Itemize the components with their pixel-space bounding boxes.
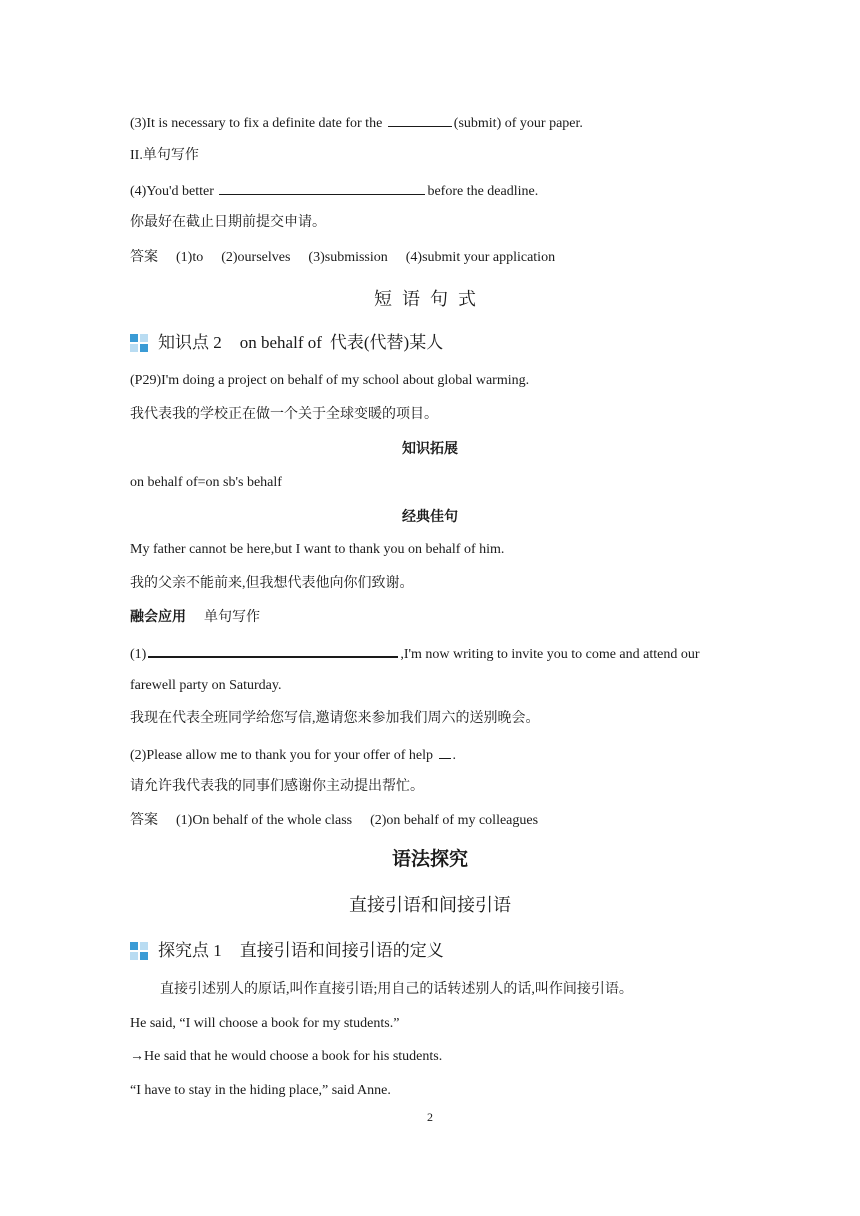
- apply-line: [130, 607, 260, 628]
- knowledge-point-heading: [130, 332, 443, 354]
- answer-blank: [439, 744, 451, 759]
- kp-phrase: on behalf of: [239, 333, 322, 352]
- q3-text-after: (submit) of your paper.: [453, 116, 583, 131]
- q1-text-after: ,I'm now writing to invite you to come and attend our: [400, 647, 700, 662]
- q2-text-after: .: [452, 748, 456, 763]
- kp-label: 知识点 2: [158, 333, 222, 352]
- answer-item: (4)submit your application: [405, 250, 556, 265]
- q4-text: (4)You'd better: [130, 184, 218, 199]
- q4-translation: 你最好在截止日期前提交申请。: [130, 215, 326, 230]
- answer-item: (3)submission: [308, 250, 388, 265]
- extension-text: on behalf of=on sb's behalf: [130, 475, 282, 490]
- classic-cn: 我的父亲不能前来,但我想代表他向你们致谢。: [130, 576, 414, 591]
- q1-continuation: farewell party on Saturday.: [130, 678, 282, 693]
- kp2-question-2: [130, 744, 456, 766]
- answer-item: (1)On behalf of the whole class: [176, 813, 353, 828]
- extension-title: 知识拓展: [402, 441, 458, 457]
- answer-blank: [388, 112, 452, 127]
- question-3: [130, 112, 583, 134]
- section-title: 短语句式: [374, 289, 486, 309]
- definition-text: 直接引述别人的原话,叫作直接引语;用自己的话转述别人的话,叫作间接引语。: [160, 982, 633, 997]
- apply-label: 融会应用: [130, 609, 186, 625]
- example-2: →He said that he would choose a book for his students.: [130, 1049, 443, 1064]
- q1-text: (1): [130, 647, 147, 662]
- example-3: “I have to stay in the hiding place,” said Anne.: [130, 1083, 391, 1098]
- explore-point-icon: [130, 942, 148, 960]
- classic-title: 经典佳句: [402, 509, 458, 525]
- answer-item: (1)to: [176, 250, 204, 265]
- answer-blank: [219, 180, 425, 195]
- ep-label: 探究点 1: [158, 941, 222, 960]
- ep-title: 直接引语和间接引语的定义: [239, 941, 444, 960]
- answer-item: (2)on behalf of my colleagues: [370, 813, 539, 828]
- q2-translation: 请允许我代表我的同事们感谢你主动提出帮忙。: [130, 779, 424, 794]
- answer-item: (2)ourselves: [221, 250, 291, 265]
- answer-line: [130, 248, 555, 268]
- answer-line: [130, 811, 538, 831]
- q3-text: (3)It is necessary to fix a definite date for the: [130, 116, 386, 131]
- knowledge-point-icon: [130, 334, 148, 352]
- example-en: (P29)I'm doing a project on behalf of my school about global warming.: [130, 373, 530, 388]
- page-number: 2: [427, 1110, 433, 1124]
- q4-text-after: before the deadline.: [427, 184, 539, 199]
- q2-text: (2)Please allow me to thank you for your offer of help: [130, 748, 437, 763]
- section-heading: II.单句写作: [130, 148, 199, 163]
- kp2-question-1: [130, 642, 700, 665]
- question-4: [130, 180, 538, 202]
- apply-type: 单句写作: [204, 610, 260, 625]
- kp-meaning: 代表(代替)某人: [329, 333, 444, 352]
- answer-label: 答案: [130, 250, 158, 265]
- example-cn: 我代表我的学校正在做一个关于全球变暖的项目。: [130, 407, 438, 422]
- answer-label: 答案: [130, 813, 158, 828]
- q1-translation: 我现在代表全班同学给您写信,邀请您来参加我们周六的送别晚会。: [130, 711, 540, 726]
- example-1: He said, “I will choose a book for my students.”: [130, 1016, 400, 1031]
- grammar-subtitle: 直接引语和间接引语: [349, 895, 511, 915]
- explore-point-heading: [130, 940, 444, 962]
- classic-en: My father cannot be here,but I want to thank you on behalf of him.: [130, 542, 505, 557]
- answer-blank: [148, 642, 398, 658]
- grammar-title: 语法探究: [391, 848, 468, 870]
